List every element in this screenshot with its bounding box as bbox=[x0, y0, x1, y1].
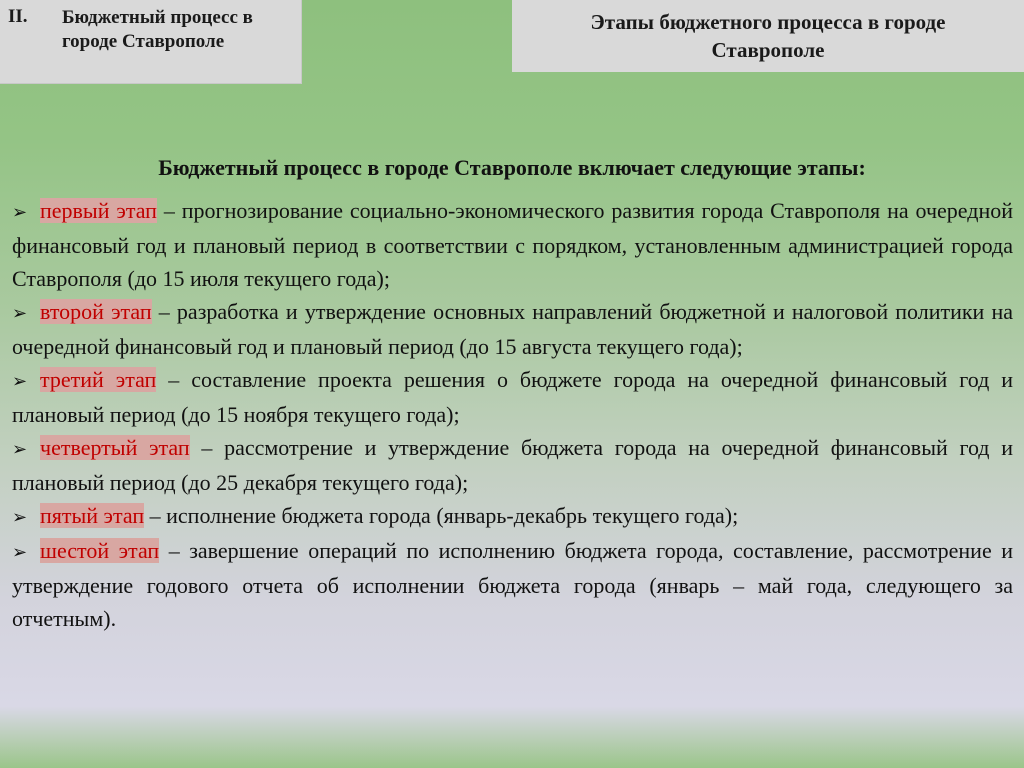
stage-name: шестой этап bbox=[40, 538, 160, 563]
intro-heading: Бюджетный процесс в городе Ставрополе включает следующие этапы: bbox=[158, 155, 866, 180]
arrowhead-bullet-icon: ➢ bbox=[12, 371, 28, 392]
arrowhead-bullet-icon: ➢ bbox=[12, 303, 28, 324]
arrowhead-bullet-icon: ➢ bbox=[12, 507, 28, 528]
section-box bbox=[0, 0, 302, 84]
stage-item bbox=[12, 295, 1013, 363]
stage-item bbox=[12, 363, 1013, 431]
stage-text: – завершение операций по исполнению бюджета города, составление, рассмотрение и утверждение годового отчета об исполнении бюджета города (январь – май года, следующего за отчетным). bbox=[12, 538, 1013, 631]
stage-text: – прогнозирование социально-экономического развития города Ставрополя на очередной финансовый год и плановый период в соответствии с порядком, установленным администрацией города Ставрополя (до 15 июля текущего года); bbox=[12, 198, 1013, 291]
stage-item bbox=[12, 431, 1013, 499]
slide-title: Этапы бюджетного процесса в городе Ставрополе bbox=[590, 10, 946, 62]
stage-item bbox=[12, 534, 1013, 635]
stage-text: – рассмотрение и утверждение бюджета города на очередной финансовый год и плановый период (до 25 декабря текущего года); bbox=[12, 435, 1013, 495]
stages-list bbox=[12, 194, 1013, 635]
stage-text: – составление проекта решения о бюджете города на очередной финансовый год и плановый период (до 15 ноября текущего года); bbox=[12, 367, 1014, 427]
arrowhead-bullet-icon: ➢ bbox=[12, 542, 28, 563]
stage-name: второй этап bbox=[40, 299, 152, 324]
stage-text: – исполнение бюджета города (январь-декабрь текущего года); bbox=[144, 503, 739, 528]
stage-name: третий этап bbox=[40, 367, 157, 392]
stage-name: пятый этап bbox=[40, 503, 145, 528]
stage-name: первый этап bbox=[40, 198, 157, 223]
stage-text: – разработка и утверждение основных направлений бюджетной и налоговой политики на очередной финансовый год и плановый период (до 15 августа текущего года); bbox=[12, 299, 1013, 359]
section-number: II. bbox=[8, 6, 28, 27]
stage-item bbox=[12, 499, 1013, 534]
stage-item bbox=[12, 194, 1013, 295]
stage-name: четвертый этап bbox=[40, 435, 190, 460]
slide-header bbox=[512, 0, 1024, 72]
section-title: Бюджетный процесс в городе Ставрополе bbox=[62, 7, 253, 52]
arrowhead-bullet-icon: ➢ bbox=[12, 202, 28, 223]
arrowhead-bullet-icon: ➢ bbox=[12, 439, 28, 460]
